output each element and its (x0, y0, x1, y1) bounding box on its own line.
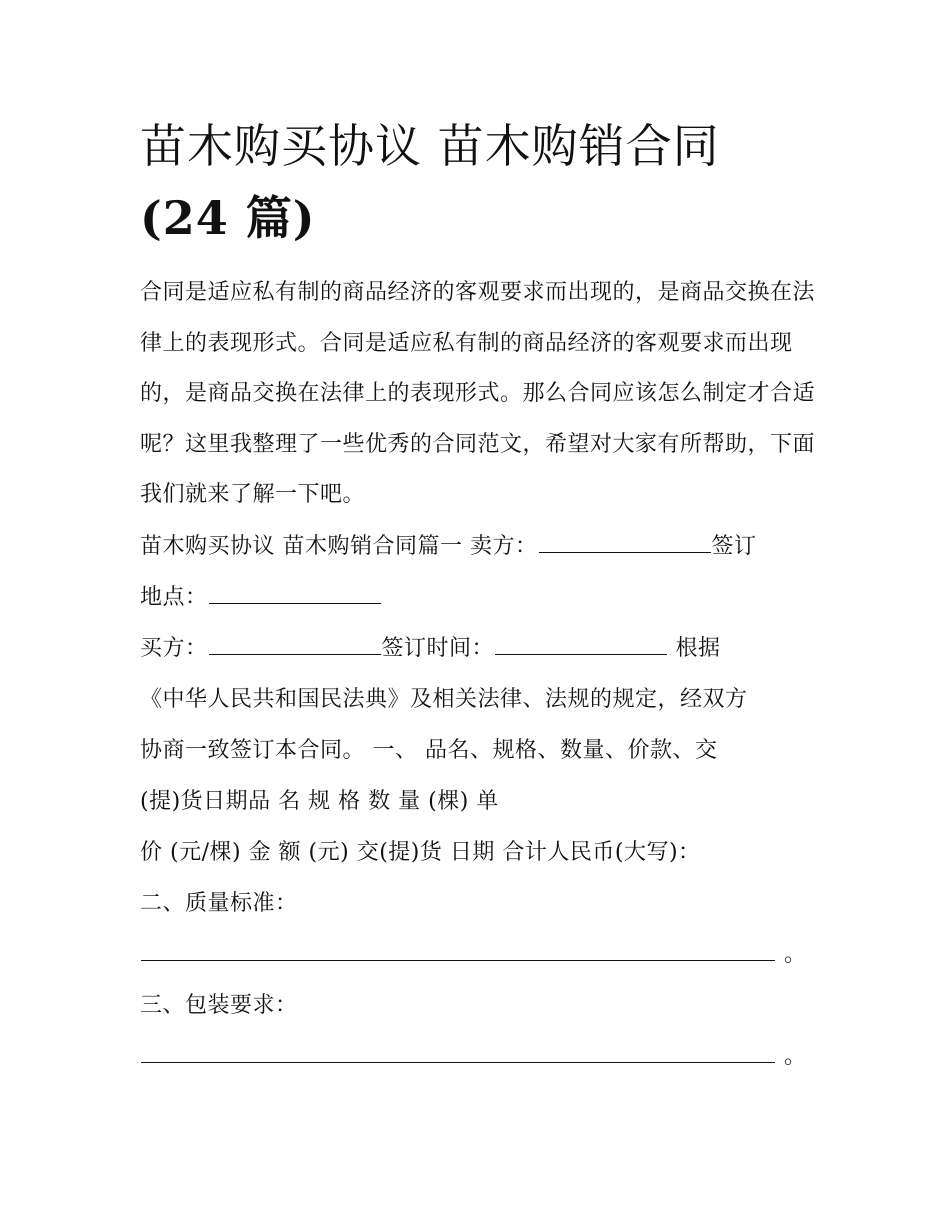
buyer-line (140, 623, 820, 674)
document-page (140, 110, 820, 1082)
buyer-label: 买方： (140, 635, 208, 661)
goods-line: (提)货日期品 名 规 格 数 量 (棵) 单 (140, 788, 499, 814)
law-line: 《中华人民共和国民法典》及相关法律、法规的规定，经双方 (140, 686, 748, 712)
packing-fill-line (140, 1031, 820, 1082)
place-blank (209, 577, 381, 604)
sign-place-label: 签订 (711, 533, 757, 559)
basis-text: 根据 (675, 635, 721, 661)
packing-heading: 三、包装要求： (140, 992, 298, 1018)
packing-blank (141, 1036, 775, 1063)
packing-period: 。 (784, 1043, 807, 1069)
place-label: 地点： (140, 584, 208, 610)
place-line (140, 572, 820, 623)
agree-line: 协商一致签订本合同。 一、 品名、规格、数量、价款、交 (140, 737, 718, 763)
quality-fill-line (140, 929, 820, 980)
document-title (140, 110, 820, 254)
quality-period: 。 (784, 941, 807, 967)
seller-label: 苗木购买协议 苗木购销合同篇一 卖方： (140, 533, 538, 559)
sign-time-label: 签订时间： (381, 635, 495, 661)
quality-heading: 二、质量标准： (140, 890, 298, 916)
title-line-1: 苗木购买协议 苗木购销合同 (140, 119, 720, 173)
seller-line (140, 521, 820, 572)
title-line-2: (24 篇) (140, 191, 316, 245)
seller-blank (539, 526, 711, 553)
sign-time-blank (495, 628, 667, 655)
quality-blank (141, 934, 775, 961)
buyer-blank (209, 628, 381, 655)
intro-paragraph: 合同是适应私有制的商品经济的客观要求而出现的，是商品交换在法律上的表现形式。合同是适应私有制的商品经济的客观要求而出现的，是商品交换在法律上的表现形式。那么合同应该怎么制定才合适呢？这里我整理了一些优秀的合同范文，希望对大家有所帮助，下面我们就来了解一下吧。 (140, 280, 816, 507)
price-line: 价 (元/棵) 金 额 (元) 交(提)货 日期 合计人民币(大写)： (140, 839, 701, 865)
